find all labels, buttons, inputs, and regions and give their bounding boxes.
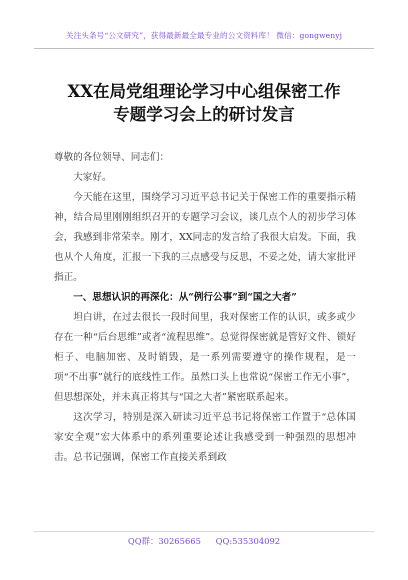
section-paragraph-1: 坦白讲，在过去很长一段时间里，我对保密工作的认识，或多或少存在一种“后台思维”或者“流程思维”。总觉得保密就是管好文件、锁好柜子、电脑加密、及时销毁，是一系列需要遵守的操作规程，是一项“不出事”就行的底线性工作。虽然口头上也常说“保密工作无小事”，但思想深处，并未真正将其与“国之大者”紧密联系起来。 xyxy=(54,312,356,403)
footer-divider xyxy=(34,531,374,532)
intro-paragraph: 今天能在这里，围绕学习习近平总书记关于保密工作的重要指示精神，结合局里刚刚组织召开的专题学习会议，谈几点个人的初步学习体会，我感到非常荣幸。刚才，XX同志的发言给了我很大启发。下面，我也从个人角度，汇报一下我的三点感受与反思，不妥之处，请大家批评指正。 xyxy=(54,192,356,283)
document-title-line1: XX在局党组理论学习中心组保密工作 xyxy=(67,82,341,101)
footer-qq-group: QQ群：30265665 xyxy=(127,536,201,546)
header-note: 关注头条号“公文研究”，获得最新最全最专业的公文资料库！ 微信：gongwenyj xyxy=(65,31,343,40)
document-body xyxy=(54,148,356,468)
greeting: 大家好。 xyxy=(73,172,112,183)
salutation: 尊敬的各位领导、同志们： xyxy=(54,152,170,163)
footer-qq: QQ:535304092 xyxy=(215,536,281,546)
footer xyxy=(0,535,408,547)
section-heading: 一、思想认识的再深化：从“例行公事”到“国之大者” xyxy=(73,292,297,303)
header-divider xyxy=(34,48,374,49)
document-title-line2: 专题学习会上的研讨发言 xyxy=(113,105,295,124)
section-paragraph-2: 这次学习，特别是深入研读习近平总书记将保密工作置于“总体国家安全观”宏大体系中的系列重要论述让我感受到一种强烈的思想冲击。总书记强调，保密工作直接关系到政 xyxy=(54,412,356,463)
